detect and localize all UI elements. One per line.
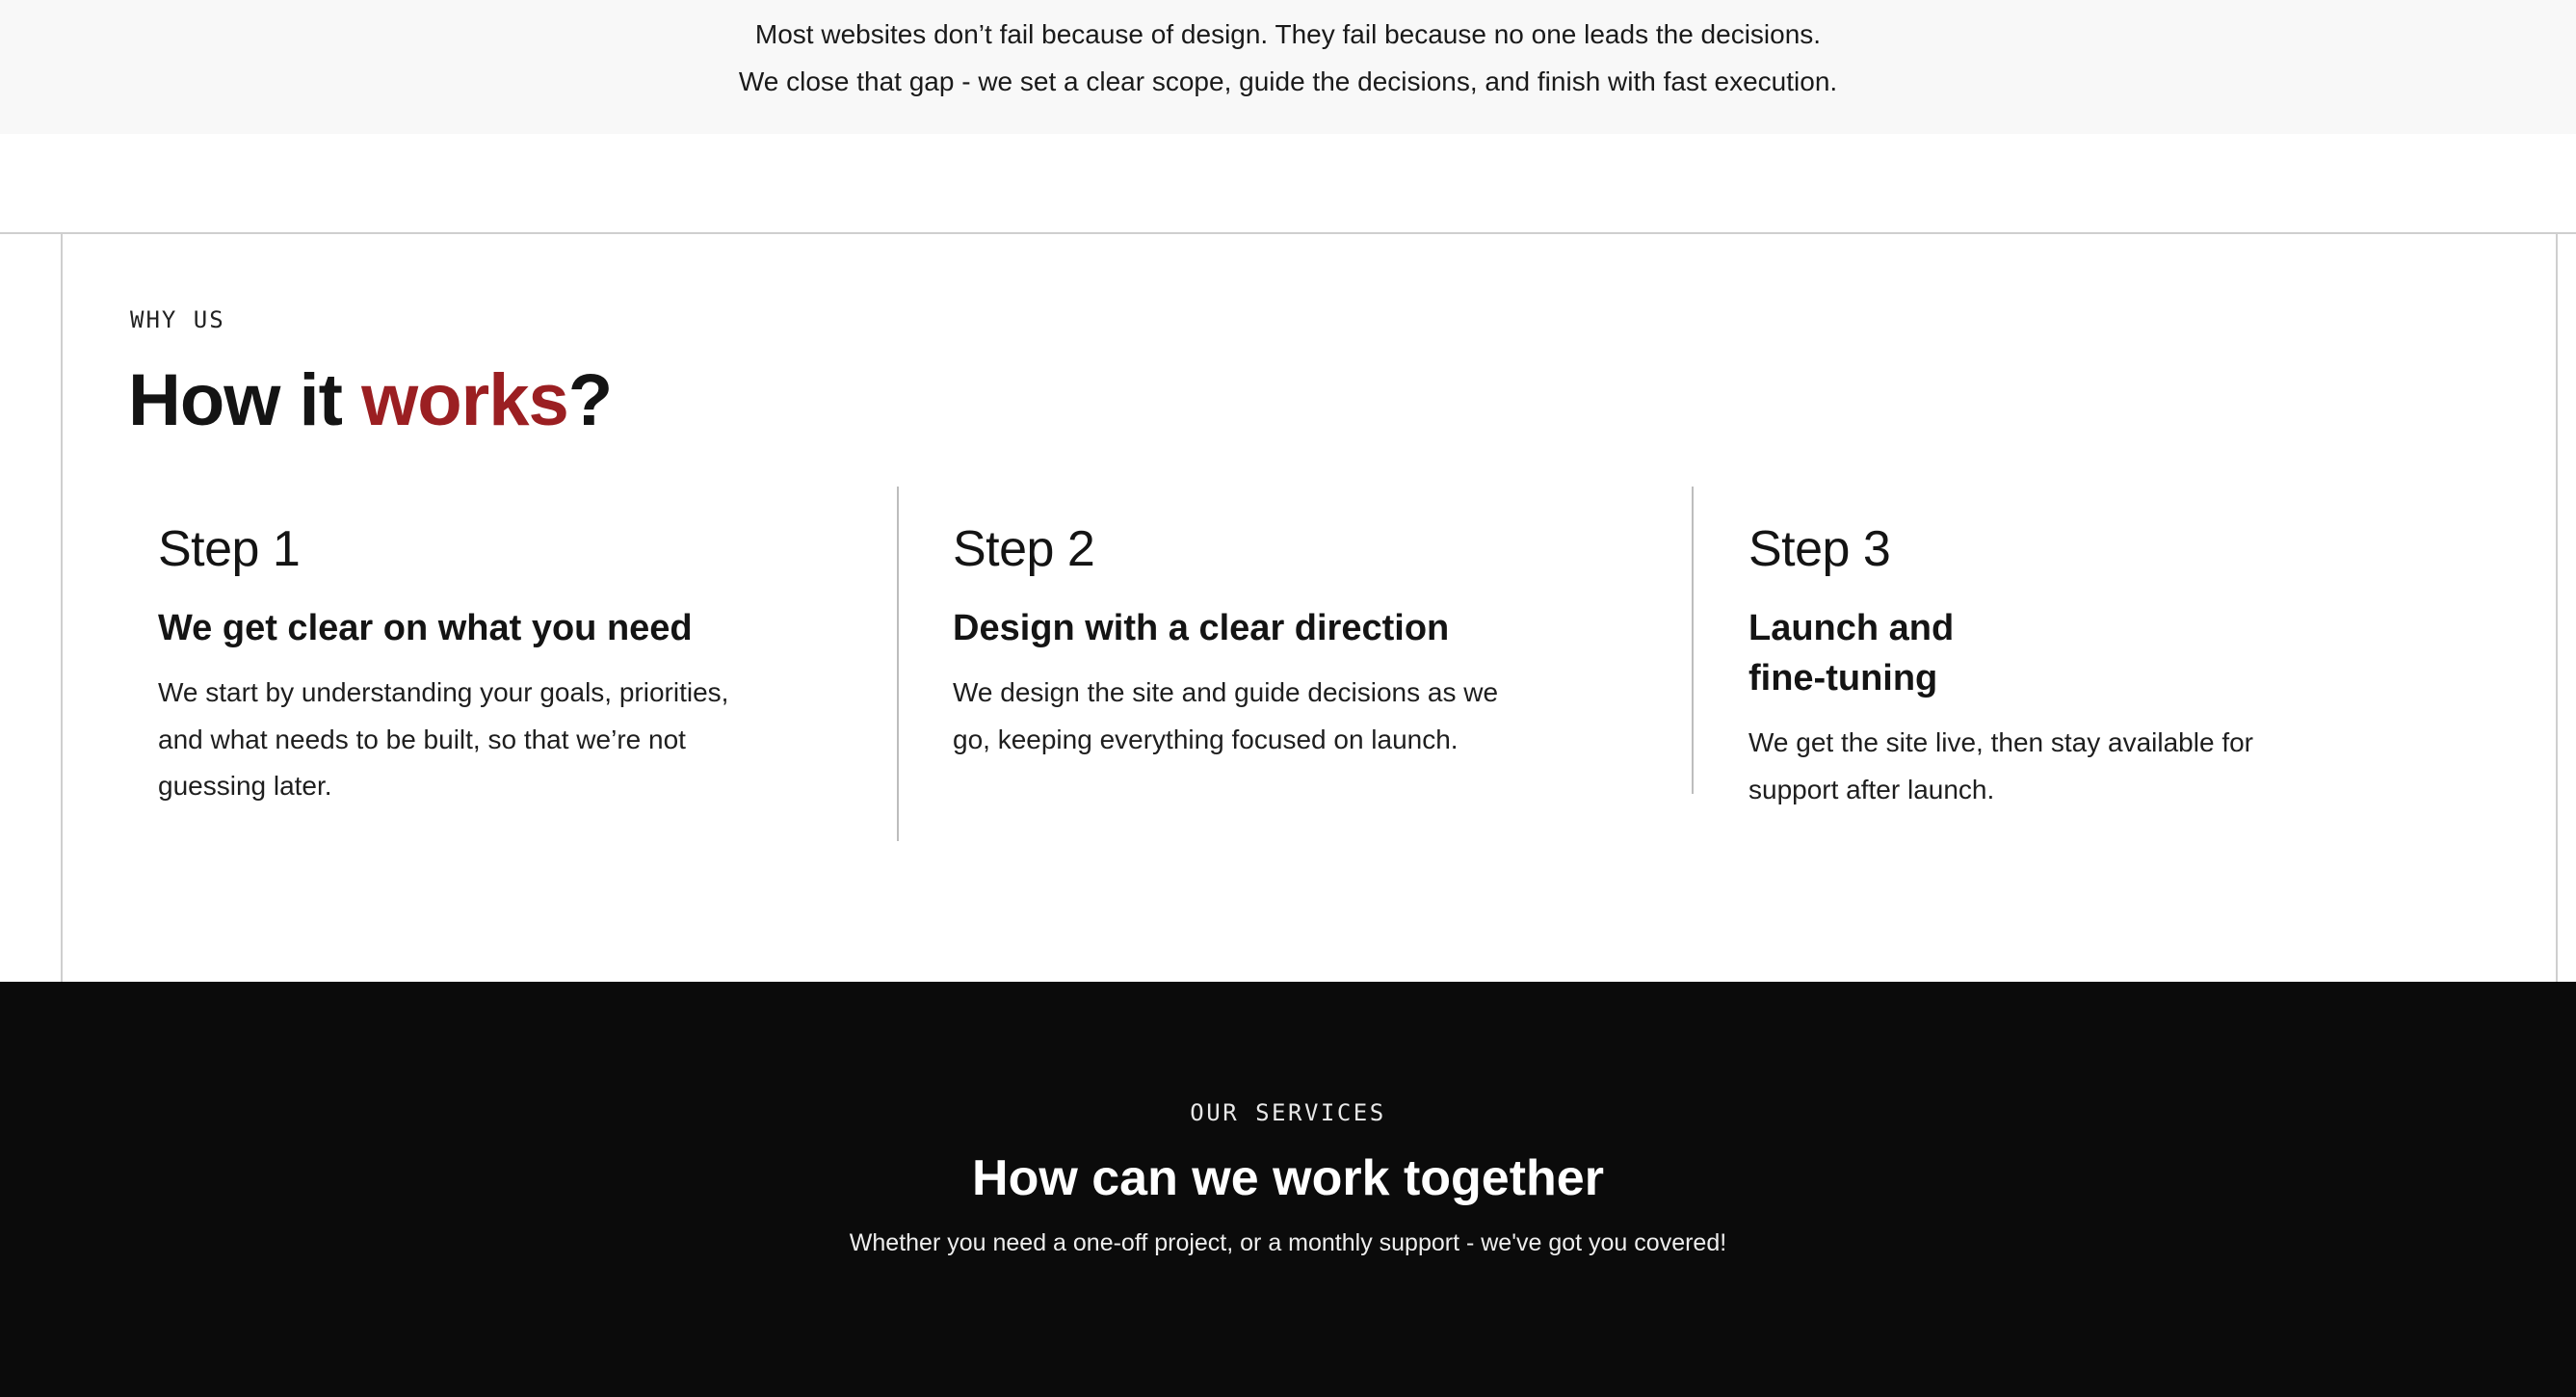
step-description: We design the site and guide decisions as we go, keeping everything focused on launch.	[953, 677, 1499, 754]
title-accent-word: works	[361, 359, 568, 441]
step-label: Step 1	[158, 521, 301, 577]
left-frame-rule	[61, 234, 63, 982]
step-heading: We get clear on what you need	[158, 608, 693, 648]
step-card-1	[158, 520, 729, 801]
step-label: Step 2	[953, 521, 1095, 577]
title-prefix: How it	[128, 359, 362, 441]
services-title: How can we work together	[972, 1150, 1604, 1206]
step-heading: Launch and fine-tuning	[1748, 608, 1955, 698]
right-frame-rule	[2556, 234, 2558, 982]
intro-text-line-1: Most websites don’t fail because of design. They fail because no one leads the decisions.	[754, 19, 1822, 49]
column-divider	[897, 487, 899, 841]
services-subtitle: Whether you need a one-off project, or a monthly support - we've got you covered!	[849, 1229, 1727, 1256]
intro-text-line-2: We close that gap - we set a clear scope, guide the decisions, and finish with fast execution.	[738, 66, 1838, 96]
intro-band	[0, 0, 2576, 134]
step-description: We get the site live, then stay available for support after launch.	[1748, 727, 2253, 804]
step-card-3	[1748, 520, 2253, 804]
services-section	[0, 982, 2576, 1397]
step-card-2	[953, 520, 1499, 754]
why-us-eyebrow: WHY US	[130, 306, 225, 333]
services-eyebrow: OUR SERVICES	[1190, 1099, 1386, 1126]
column-divider	[1692, 487, 1694, 794]
step-description: We start by understanding your goals, priorities, and what needs to be built, so that we’re not guessing later.	[158, 677, 729, 801]
step-label: Step 3	[1748, 521, 1891, 577]
how-it-works-title	[128, 356, 612, 445]
step-heading: Design with a clear direction	[953, 608, 1450, 648]
section-divider	[0, 232, 2576, 234]
title-suffix: ?	[567, 359, 613, 441]
